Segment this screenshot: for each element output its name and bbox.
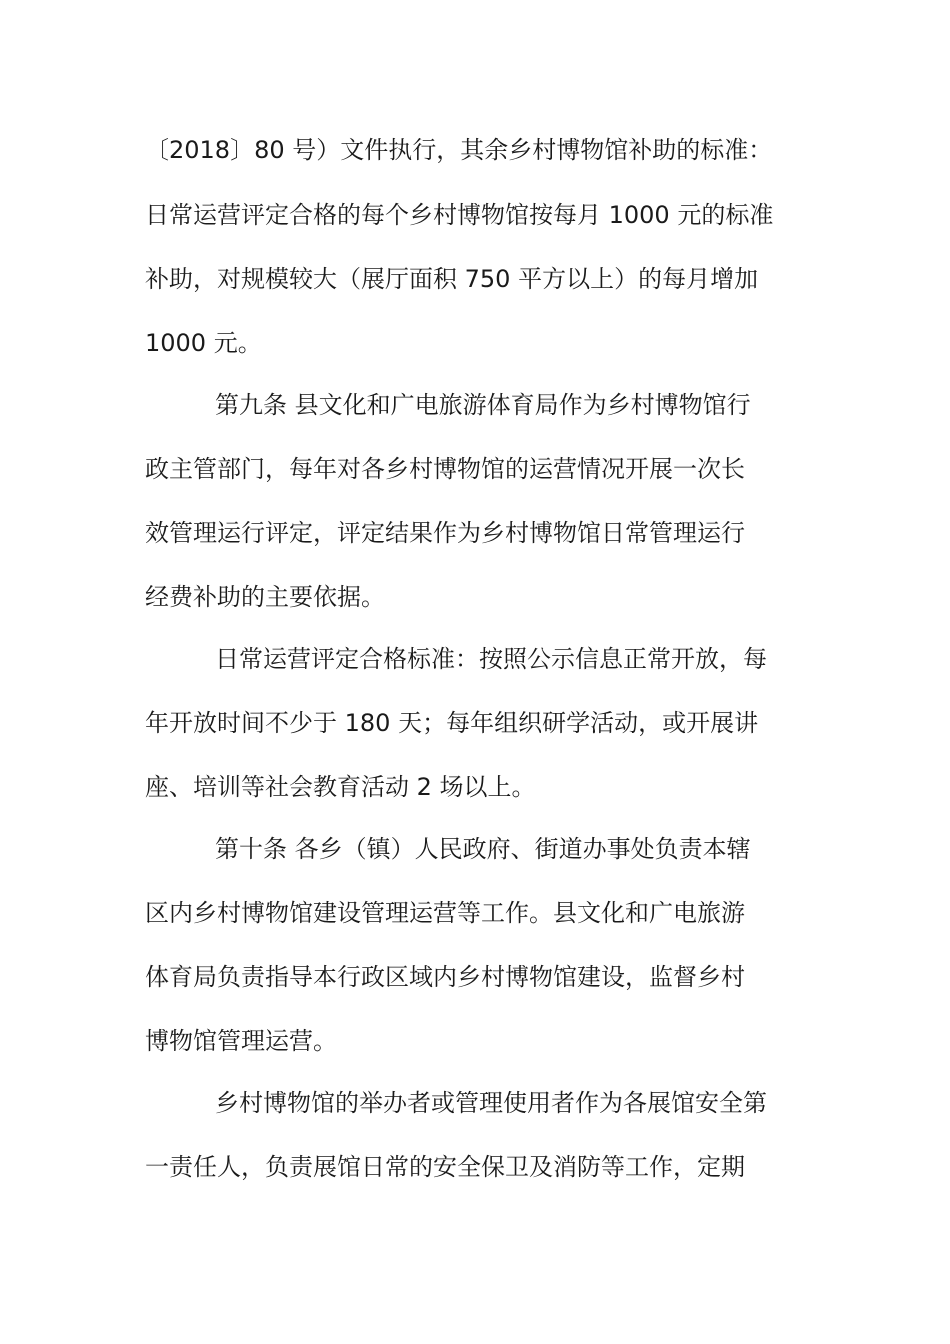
text-line: 年开放时间不少于 180 天；每年组织研学活动，或开展讲 xyxy=(145,709,759,737)
text-line: 博物馆管理运营。 xyxy=(145,1027,337,1055)
text-line: 日常运营评定合格的每个乡村博物馆按每月 1000 元的标准 xyxy=(145,201,774,229)
text-line: 经费补助的主要依据。 xyxy=(145,583,385,611)
text-line: 座、培训等社会教育活动 2 场以上。 xyxy=(145,773,536,801)
text-line: 体育局负责指导本行政区域内乡村博物馆建设，监督乡村 xyxy=(145,963,745,991)
text-line: 区内乡村博物馆建设管理运营等工作。县文化和广电旅游 xyxy=(145,899,745,927)
text-line: 〔2018〕80 号）文件执行，其余乡村博物馆补助的标准： xyxy=(145,136,773,164)
article-10-heading-line: 第十条 各乡（镇）人民政府、街道办事处负责本辖 xyxy=(215,835,751,863)
text-line: 1000 元。 xyxy=(145,329,262,357)
text-line: 日常运营评定合格标准：按照公示信息正常开放，每 xyxy=(215,645,767,673)
text-line: 政主管部门，每年对各乡村博物馆的运营情况开展一次长 xyxy=(145,455,745,483)
text-line: 一责任人，负责展馆日常的安全保卫及消防等工作，定期 xyxy=(145,1153,745,1181)
text-line: 效管理运行评定，评定结果作为乡村博物馆日常管理运行 xyxy=(145,519,745,547)
text-line: 乡村博物馆的举办者或管理使用者作为各展馆安全第 xyxy=(215,1089,767,1117)
article-9-heading-line: 第九条 县文化和广电旅游体育局作为乡村博物馆行 xyxy=(215,391,751,419)
text-line: 补助，对规模较大（展厅面积 750 平方以上）的每月增加 xyxy=(145,265,759,293)
